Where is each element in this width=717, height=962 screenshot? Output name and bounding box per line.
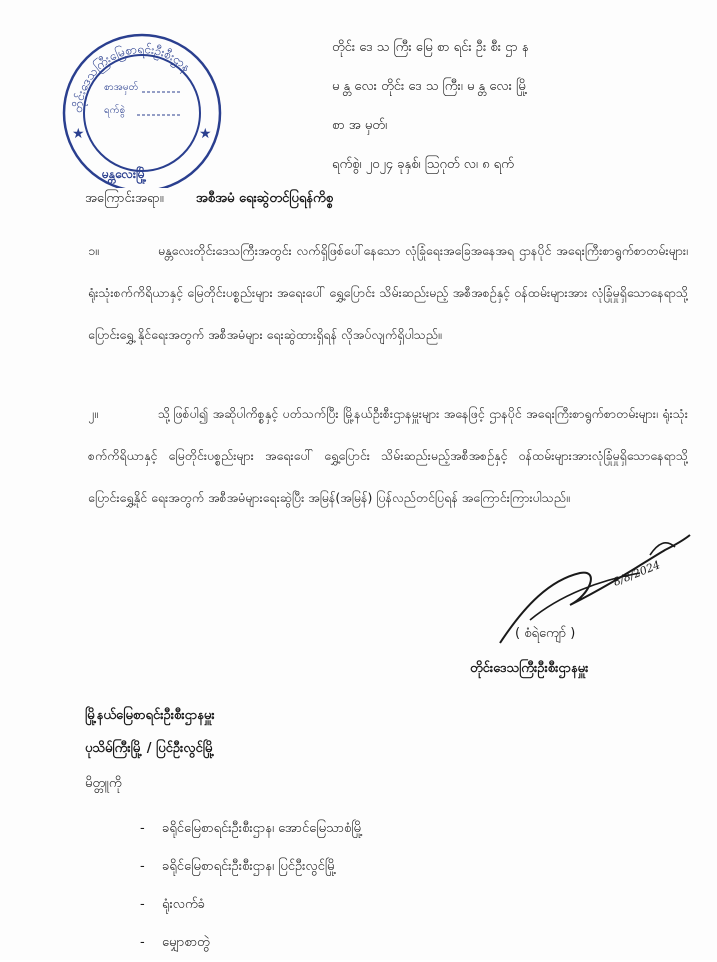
paragraph-number: ၁။	[88, 243, 99, 258]
svg-text:တိုင်းဒေသကြီးမြေစာရင်းဦးစီးဌာန	[70, 41, 194, 114]
handwritten-signature	[470, 525, 700, 655]
seal-star-right: ★	[199, 126, 212, 142]
subject-line	[85, 190, 333, 209]
paragraph-1	[88, 230, 688, 356]
paragraph-text: မန္တလေးတိုင်းဒေသကြီးအတွင်း လက်ရှိဖြစ်ပေါ်နေသော လုံခြုံရေးအခြေအနေအရ ဌာနပိုင် အရေးကြီးစာရွက်စာတမ်းများ၊ ရုံးသုံးစက်ကိရိယာနှင့် မြေတိုင်းပစ္စည်းများ အရေးပေါ် ရွှေ့ပြောင်း သိမ်းဆည်းမည့် အစီအစဉ်နှင့် ဝန်ထမ်းများအား လုံခြုံမှုရှိသောနေရာသို့ ပြောင်းရွှေ့ နိုင်ရေးအတွက် အစီအမံများ ရေးဆွဲထားရှိရန် လိုအပ်လျက်ရှိပါသည်။	[88, 243, 688, 342]
signer-name: ( စံရဲကျော် )	[515, 626, 576, 641]
signature-scribble	[470, 525, 700, 655]
official-seal	[42, 18, 242, 188]
seal-star-left: ★	[72, 126, 85, 142]
cc-item: - မျှောစာတွဲ	[140, 935, 210, 950]
paragraph-number: ၂။	[88, 406, 98, 421]
cc-list	[140, 810, 363, 962]
seal-line1: စာအမှတ်	[104, 82, 139, 93]
letterhead-ref-no: စာ အ မှတ်၊	[332, 118, 387, 133]
letterhead	[332, 28, 692, 184]
seal-graphic	[42, 18, 242, 188]
letterhead-location: မ န္တ လေး တိုင်း ဒေ သ ကြီး၊ မ န္တ လေး မြို့	[332, 79, 528, 94]
signer-title: တိုင်းဒေသကြီးဦးစီးဌာနမှူး	[470, 661, 589, 676]
subject-value: အစီအမံ ရေးဆွဲတင်ပြရန်ကိစ္စ	[195, 191, 334, 206]
paragraph-2	[88, 393, 688, 519]
copy-to-label: မိတ္တူကို	[85, 776, 122, 791]
cc-item: - ခရိုင်မြေစာရင်းဦးစီးဌာန၊ ပြင်ဦးလွင်မြို့	[140, 859, 337, 874]
cc-item: - ရုံးလက်ခံ	[140, 897, 205, 912]
seal-ring-text: တိုင်းဒေသကြီးမြေစာရင်းဦးစီးဌာန	[70, 41, 194, 114]
signature-date: 8/8/2024	[611, 558, 663, 589]
recipient-line: ပုသိမ်ကြီးမြို့ / ပြင်ဦးလွင်မြို့	[85, 741, 215, 756]
paragraph-text: သို့ဖြစ်ပါ၍ အဆိုပါကိစ္စနှင့် ပတ်သက်ပြီး မြို့နယ်ဦးစီးဌာနမှူးများ အနေဖြင့် ဌာနပိုင် အရေးကြီးစာရွက်စာတမ်းများ၊ ရုံးသုံးစက်ကိရိယာနှင့် မြေတိုင်းပစ္စည်းများ အရေးပေါ် ရွှေ့ပြောင်း သိမ်းဆည်းမည့်အစီအစဉ်နှင့် ဝန်ထမ်းများအားလုံခြုံမှုရှိသောနေရာသို့ ပြောင်းရွှေ့နိုင် ရေးအတွက် အစီအမံများရေးဆွဲပြီး အမြန်(အမြန်) ပြန်လည်တင်ပြရန် အကြောင်းကြားပါသည်။	[88, 406, 688, 505]
recipient-line: မြို့နယ်မြေစာရင်းဦးစီးဌာနမှူး	[85, 708, 215, 723]
cc-item: - ခရိုင်မြေစာရင်းဦးစီးဌာန၊ အောင်မြေသာစံမြို့	[140, 821, 363, 836]
letterhead-date: ရက်စွဲ၊ ၂၀၂၄ ခုနှစ်၊ ဩဂုတ် လ၊ ၈ ရက်	[332, 157, 514, 172]
subject-label: အကြောင်းအရာ။	[85, 191, 164, 206]
seal-line2: ရက်စွဲ	[104, 105, 126, 116]
seal-city: မန္တလေးမြို့	[102, 167, 147, 181]
letterhead-department: တိုင်း ဒေ သ ကြီး မြေ စာ ရင်း ဦး စီး ဌာ န	[332, 40, 529, 55]
